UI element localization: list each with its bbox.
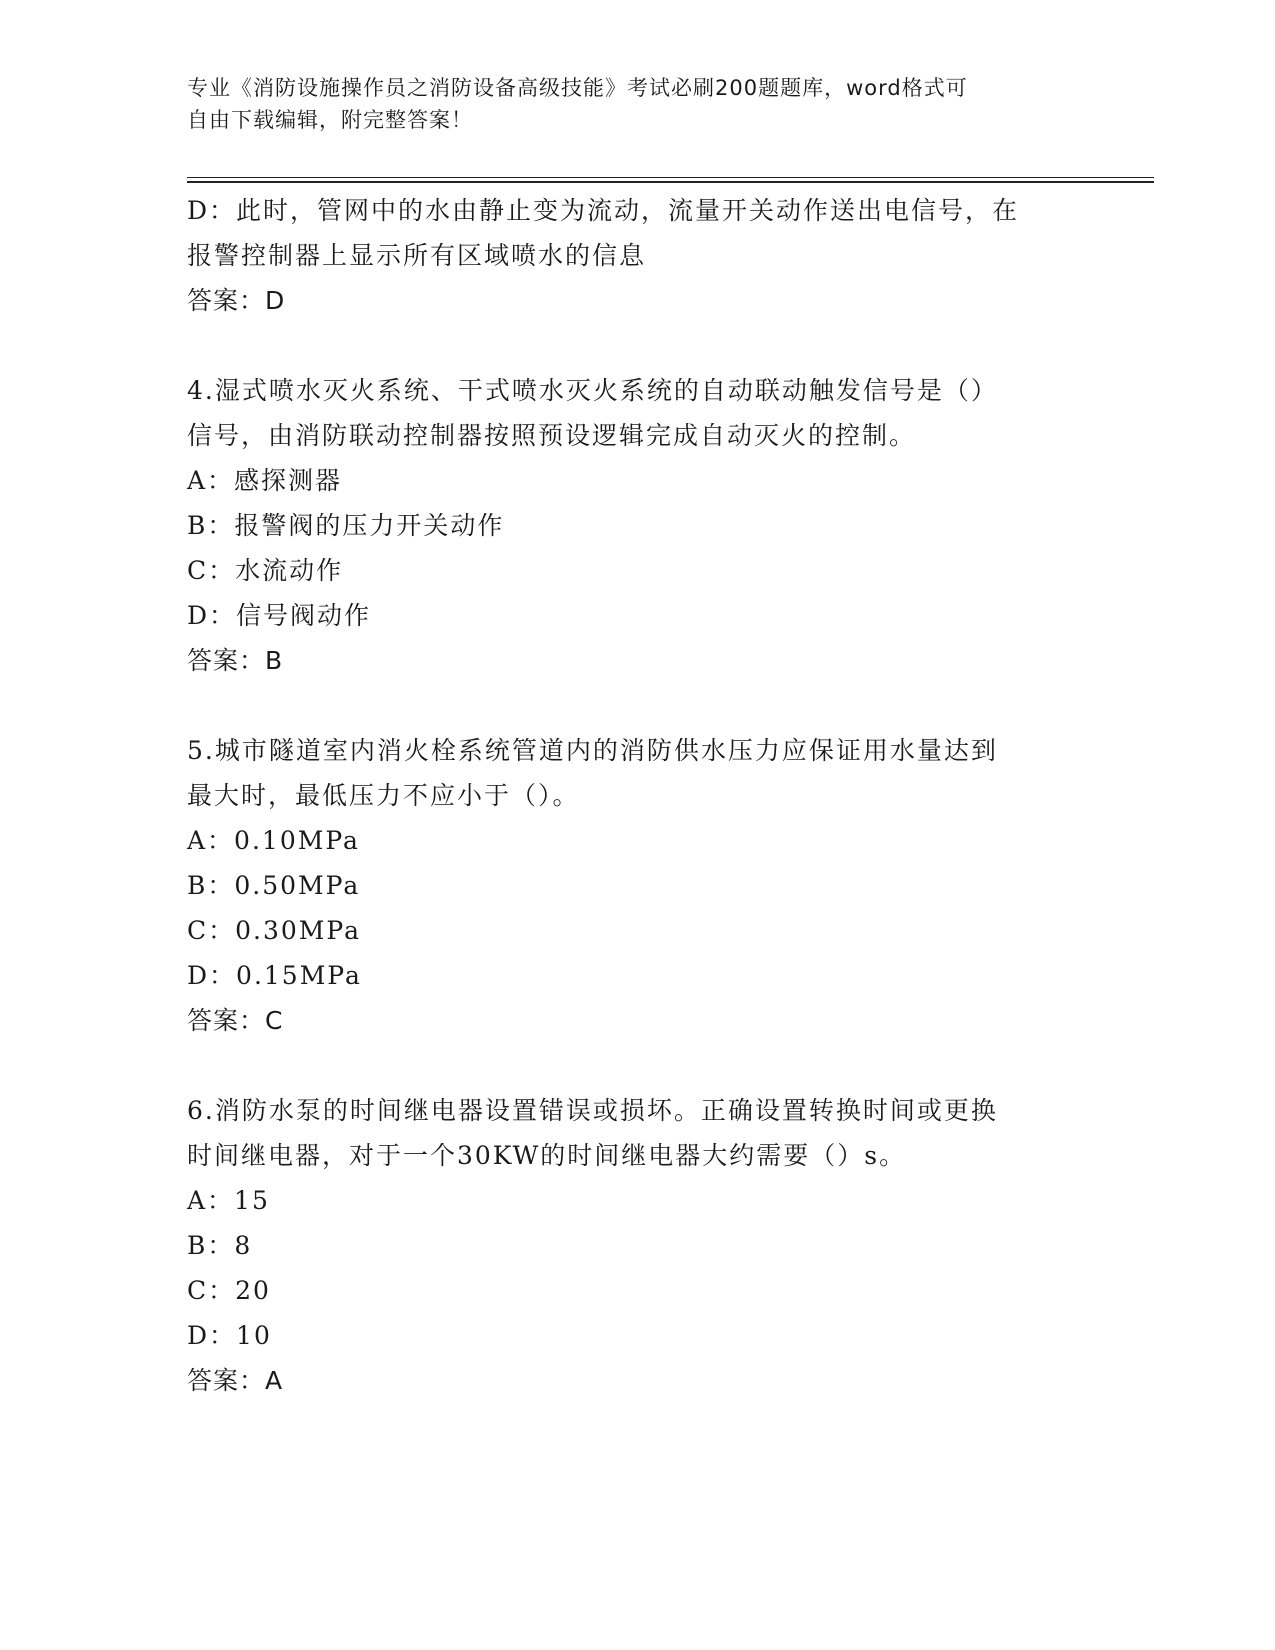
page-header — [187, 72, 1067, 136]
question-3-continued — [187, 188, 1087, 323]
question-4-option-d: D：信号阀动作 — [187, 601, 372, 630]
question-6-answer: 答案：A — [187, 1366, 284, 1395]
question-4-option-b: B：报警阀的压力开关动作 — [187, 511, 505, 540]
header-divider-thick — [187, 181, 1154, 183]
header-divider-thin — [187, 177, 1154, 178]
question-4-option-c: C：水流动作 — [187, 556, 344, 585]
question-5-option-a: A：0.10MPa — [187, 826, 360, 855]
question-6-option-c: C：20 — [187, 1276, 271, 1305]
question-5-option-c: C：0.30MPa — [187, 916, 361, 945]
spacer — [187, 323, 1087, 368]
question-3-option-d-line-2: 报警控制器上显示所有区域喷水的信息 — [187, 241, 647, 270]
question-5-option-b: B：0.50MPa — [187, 871, 361, 900]
spacer — [187, 683, 1087, 728]
question-6 — [187, 1088, 1087, 1403]
question-5-answer: 答案：C — [187, 1006, 284, 1035]
question-3-option-d-line-1: D：此时，管网中的水由静止变为流动，流量开关动作送出电信号，在 — [187, 196, 1020, 225]
question-4 — [187, 368, 1087, 683]
header-line-2: 自由下载编辑，附完整答案！ — [187, 108, 473, 132]
question-6-stem-line-2: 时间继电器，对于一个30KW的时间继电器大约需要（）s。 — [187, 1141, 907, 1170]
question-3-answer: 答案：D — [187, 286, 286, 315]
question-4-stem-line-2: 信号，由消防联动控制器按照预设逻辑完成自动灭火的控制。 — [187, 421, 917, 450]
question-6-option-b: B：8 — [187, 1231, 253, 1260]
question-6-option-d: D：10 — [187, 1321, 272, 1350]
question-6-option-a: A：15 — [187, 1186, 270, 1215]
question-4-stem-line-1: 4.湿式喷水灭火系统、干式喷水灭火系统的自动联动触发信号是（） — [187, 376, 998, 405]
question-list — [187, 188, 1087, 1403]
question-5 — [187, 728, 1087, 1043]
question-5-stem-line-1: 5.城市隧道室内消火栓系统管道内的消防供水压力应保证用水量达到 — [187, 736, 998, 765]
header-line-1: 专业《消防设施操作员之消防设备高级技能》考试必刷200题题库，word格式可 — [187, 76, 968, 100]
question-5-option-d: D：0.15MPa — [187, 961, 362, 990]
spacer — [187, 1043, 1087, 1088]
question-4-option-a: A：感探测器 — [187, 466, 343, 495]
question-4-answer: 答案：B — [187, 646, 284, 675]
question-5-stem-line-2: 最大时，最低压力不应小于（）。 — [187, 781, 580, 810]
question-6-stem-line-1: 6.消防水泵的时间继电器设置错误或损坏。正确设置转换时间或更换 — [187, 1096, 998, 1125]
